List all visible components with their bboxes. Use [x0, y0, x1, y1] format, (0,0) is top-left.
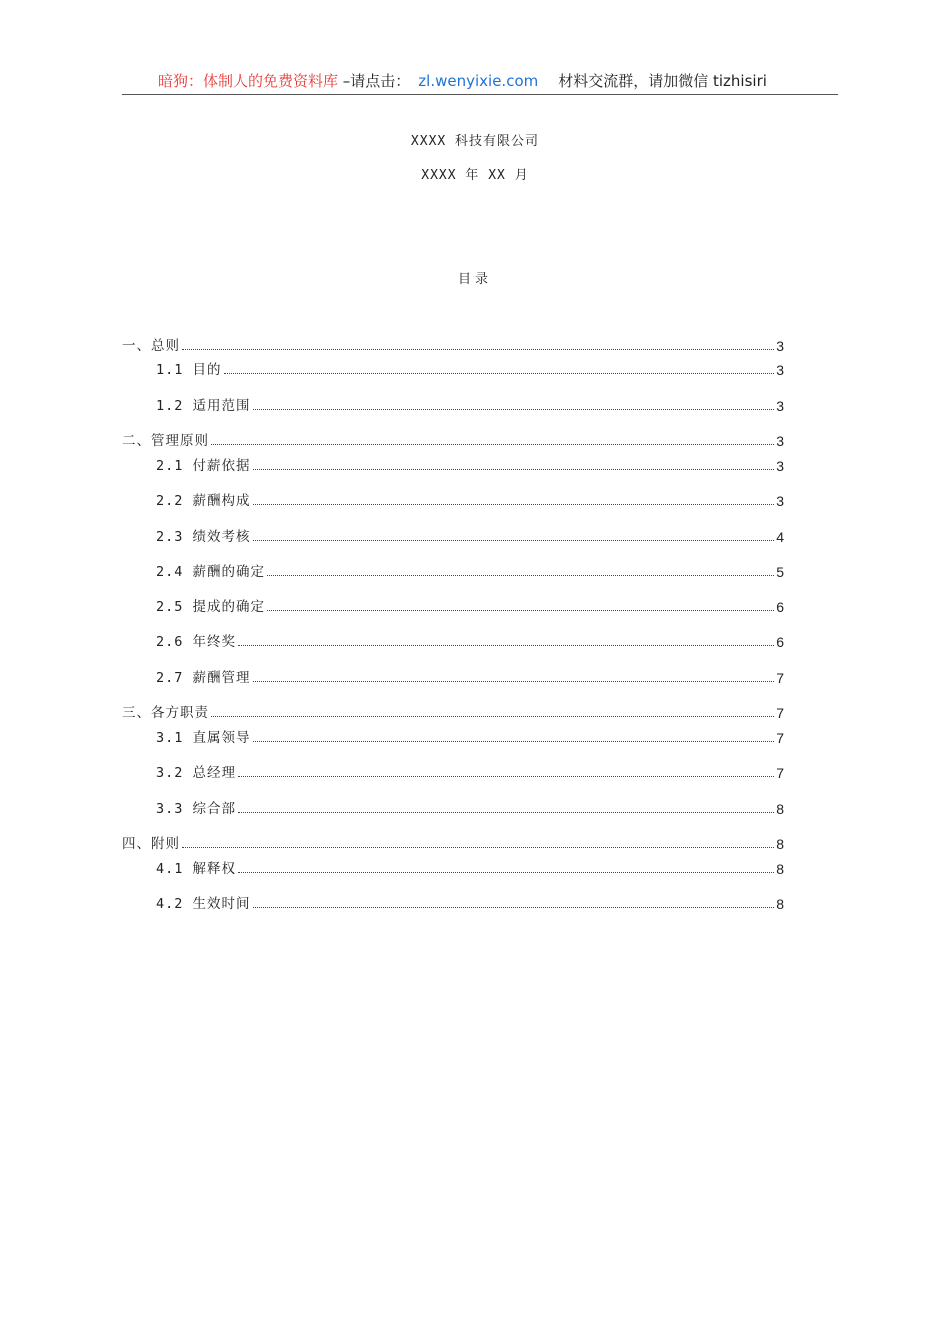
toc-entry-label: 2.3 绩效考核 [156, 529, 251, 545]
toc-entry-label: 2.4 薪酬的确定 [156, 564, 266, 580]
toc-entry-label: 4.2 生效时间 [156, 896, 251, 912]
toc-dot-leader [253, 405, 775, 410]
toc-dot-leader [253, 903, 775, 908]
toc-entry-label: 3.3 综合部 [156, 801, 237, 817]
toc-entry-chapter-2[interactable] [122, 431, 784, 449]
toc-entry-label: 2.6 年终奖 [156, 634, 237, 650]
toc-page-number: 3 [776, 458, 784, 474]
toc-entry-label: 一、总则 [122, 338, 180, 354]
toc-entry-2-1[interactable] [156, 456, 784, 474]
toc-dot-leader [224, 369, 775, 374]
toc-dot-leader [211, 440, 774, 445]
toc-page-number: 7 [776, 765, 784, 781]
toc-page-number: 8 [776, 801, 784, 817]
toc-page-number: 8 [776, 896, 784, 912]
toc-entry-3-2[interactable] [156, 763, 784, 781]
toc-dot-leader [182, 843, 774, 848]
toc-title: 目录 [457, 272, 492, 287]
toc-dot-leader [253, 536, 775, 541]
toc-entry-chapter-3[interactable] [122, 703, 784, 721]
toc-dot-leader [267, 571, 774, 576]
toc-page-number: 3 [776, 398, 784, 414]
toc-page-number: 7 [776, 705, 784, 721]
toc-dot-leader [267, 606, 774, 611]
toc-entry-label: 2.1 付薪依据 [156, 458, 251, 474]
toc-entry-2-3[interactable] [156, 527, 784, 545]
toc-dot-leader [253, 500, 775, 505]
toc-entry-3-3[interactable] [156, 799, 784, 817]
header-wechat: 材料交流群，请加微信 tizhisiri [558, 72, 767, 90]
toc-entry-label: 四、附则 [122, 836, 180, 852]
toc-entry-3-1[interactable] [156, 728, 784, 746]
page-header [122, 68, 838, 95]
toc-entry-2-4[interactable] [156, 562, 784, 580]
toc-entry-4-2[interactable] [156, 894, 784, 912]
toc-entry-label: 2.5 提成的确定 [156, 599, 266, 615]
toc-page-number: 7 [776, 670, 784, 686]
toc-page-number: 6 [776, 634, 784, 650]
toc-entry-label: 4.1 解释权 [156, 861, 237, 877]
toc-entry-1-1[interactable] [156, 360, 784, 378]
toc-entry-chapter-1[interactable] [122, 336, 784, 354]
toc-page-number: 4 [776, 529, 784, 545]
toc-dot-leader [182, 345, 774, 350]
toc-entry-label: 二、管理原则 [122, 433, 209, 449]
toc-page-number: 7 [776, 730, 784, 746]
toc-dot-leader [238, 772, 774, 777]
header-site-name: 暗狗：体制人的免费资料库 [158, 72, 339, 90]
toc-dot-leader [253, 737, 775, 742]
toc-entry-2-7[interactable] [156, 668, 784, 686]
toc-entry-label: 2.7 薪酬管理 [156, 670, 251, 686]
toc-entry-label: 1.2 适用范围 [156, 398, 251, 414]
toc-page-number: 3 [776, 362, 784, 378]
toc-dot-leader [238, 641, 774, 646]
header-link[interactable]: zl.wenyixie.com [418, 72, 539, 90]
toc-dot-leader [238, 808, 774, 813]
toc-page-number: 5 [776, 564, 784, 580]
header-click-prompt: –请点击： [338, 72, 411, 90]
toc-dot-leader [238, 868, 774, 873]
toc-entry-chapter-4[interactable] [122, 834, 784, 852]
toc-page-number: 8 [776, 836, 784, 852]
toc-entry-label: 1.1 目的 [156, 362, 222, 378]
toc-entry-label: 3.2 总经理 [156, 765, 237, 781]
toc-entry-label: 三、各方职责 [122, 705, 209, 721]
toc-page-number: 3 [776, 338, 784, 354]
toc-entry-2-2[interactable] [156, 491, 784, 509]
company-name: XXXX 科技有限公司 [410, 134, 540, 149]
toc-dot-leader [253, 677, 775, 682]
document-date: XXXX 年 XX 月 [421, 168, 529, 183]
toc-page-number: 6 [776, 599, 784, 615]
toc-entry-2-6[interactable] [156, 632, 784, 650]
header-line [158, 70, 767, 91]
toc-page-number: 8 [776, 861, 784, 877]
toc-page-number: 3 [776, 493, 784, 509]
toc-entry-2-5[interactable] [156, 597, 784, 615]
toc-entry-label: 3.1 直属领导 [156, 730, 251, 746]
toc-dot-leader [211, 712, 774, 717]
toc-entry-1-2[interactable] [156, 396, 784, 414]
toc-dot-leader [253, 465, 775, 470]
toc-entry-label: 2.2 薪酬构成 [156, 493, 251, 509]
toc-entry-4-1[interactable] [156, 859, 784, 877]
toc-page-number: 3 [776, 433, 784, 449]
